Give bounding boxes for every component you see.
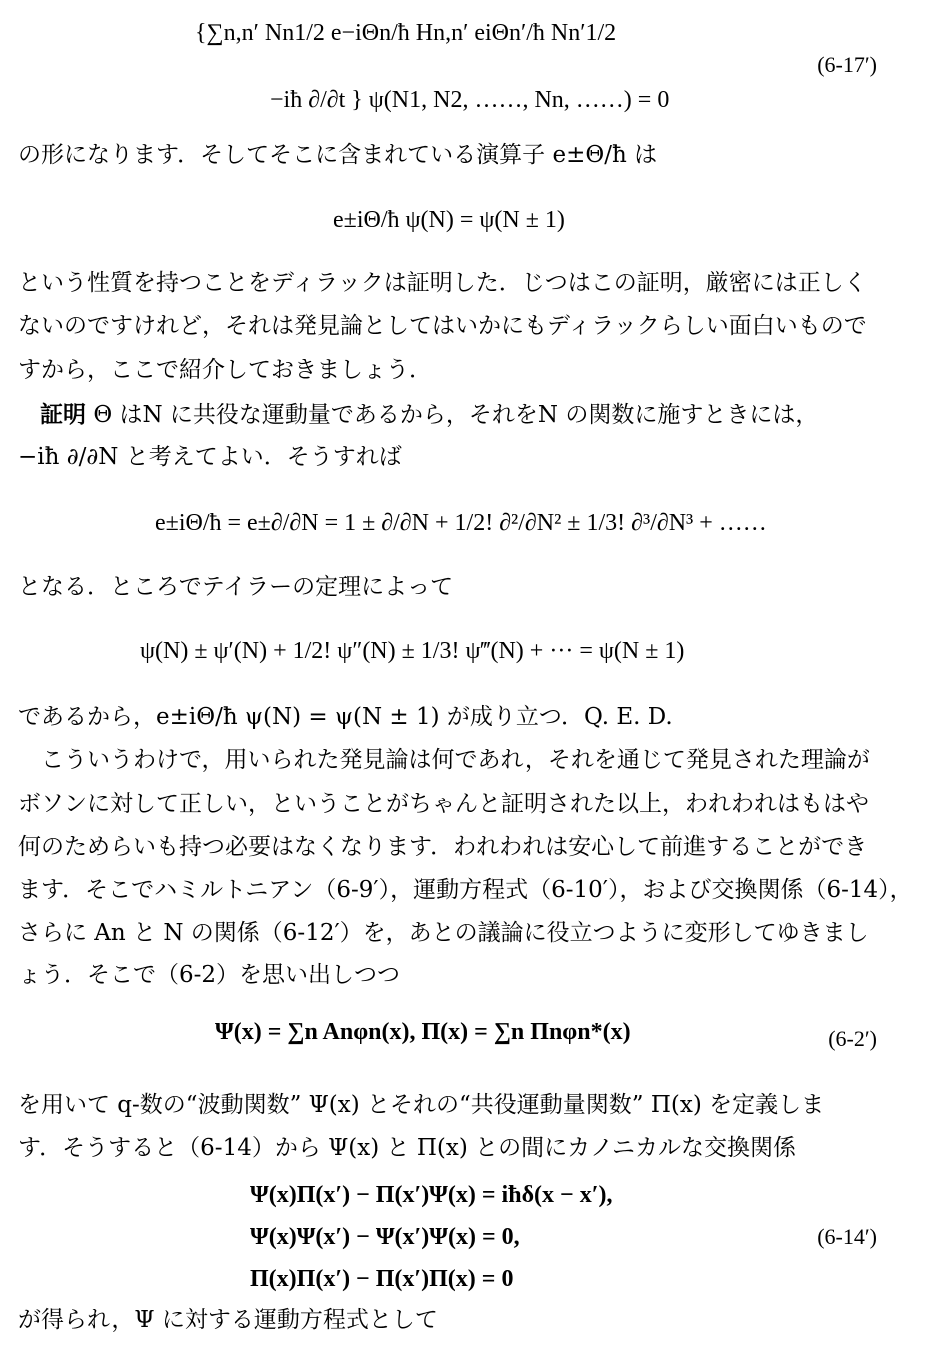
- text-line-01: の形になります．そしてそこに含まれている演算子 e±Θ/ħ は: [18, 142, 658, 168]
- text-line-16: す．そうすると（6-14）から Ψ(x) と Π(x) との間にカノニカルな交換関係: [18, 1135, 796, 1161]
- text-line-04: すから，ここで紹介しておきましょう．: [18, 357, 432, 383]
- text-line-12: ます．そこでハミルトニアン（6-9′），運動方程式（6-10′），および交換関係（6-14），: [18, 877, 913, 903]
- text-line-14: ょう．そこで（6-2）を思い出しつつ: [18, 962, 401, 988]
- text-line-11: 何のためらいも持つ必要はなくなります．われわれは安心して前進することができ: [18, 834, 868, 860]
- equation-number-6-17: (6-17′): [817, 52, 877, 77]
- equation-shift-operator: e±iΘ/ħ ψ(N) = ψ(N ± 1): [333, 207, 565, 233]
- text-line-09: こういうわけで，用いられた発見論は何であれ，それを通じて発見された理論が: [18, 747, 870, 773]
- text-line-15: を用いて q-数の“波動関数” Ψ(x) とそれの“共役運動量関数” Π(x) を定義しま: [18, 1092, 825, 1118]
- proof-label: 証明: [40, 401, 86, 428]
- text-line-03: ないのですけれど，それは発見論としてはいかにもディラックらしい面白いもので: [18, 313, 867, 339]
- equation-6-17-line1: {∑n,n′ Nn1/2 e−iΘn/ħ Hn,n′ eiΘn′/ħ Nn′1/2: [195, 20, 617, 46]
- proof-line: [40, 400, 920, 430]
- equation-exponential-series: e±iΘ/ħ = e±∂/∂N = 1 ± ∂/∂N + 1/2! ∂²/∂N² ± 1/3! ∂³/∂N³ + ……: [155, 510, 767, 536]
- text-line-08: であるから，e±iΘ/ħ ψ(N) = ψ(N ± 1) が成り立つ．Q. E. D.: [18, 704, 673, 730]
- equation-6-14-line1: Ψ(x)Π(x′) − Π(x′)Ψ(x) = iħδ(x − x′),: [250, 1182, 613, 1208]
- text-line-02: という性質を持つことをディラックは証明した．じつはこの証明，厳密には正しく: [18, 270, 867, 296]
- text-line-06: −iħ ∂/∂N と考えてよい．そうすれば: [18, 444, 402, 470]
- equation-6-17-line2: −iħ ∂/∂t } ψ(N1, N2, ……, Nn, ……) = 0: [270, 87, 670, 113]
- equation-6-14-line3: Π(x)Π(x′) − Π(x′)Π(x) = 0: [250, 1266, 514, 1292]
- equation-6-2: Ψ(x) = ∑n Anφn(x), Π(x) = ∑n Πnφn*(x): [215, 1019, 631, 1045]
- text-line-05: Θ はN に共役な運動量であるから，それをN の関数に施すときには，: [93, 402, 819, 428]
- equation-taylor: ψ(N) ± ψ′(N) + 1/2! ψ″(N) ± 1/3! ψ‴(N) + ··· = ψ(N ± 1): [140, 638, 685, 664]
- text-line-13: さらに An と N の関係（6-12′）を，あとの議論に役立つように変形してゆきまし: [18, 920, 869, 946]
- equation-number-6-14: (6-14′): [817, 1224, 877, 1249]
- text-line-17: が得られ，Ψ に対する運動方程式として: [18, 1307, 438, 1333]
- text-line-10: ボソンに対して正しい，ということがちゃんと証明された以上，われわれはもはや: [18, 791, 869, 817]
- equation-number-6-2: (6-2′): [828, 1026, 877, 1051]
- text-line-07: となる．ところでテイラーの定理によって: [18, 574, 454, 600]
- equation-6-14-line2: Ψ(x)Ψ(x′) − Ψ(x′)Ψ(x) = 0,: [250, 1224, 520, 1250]
